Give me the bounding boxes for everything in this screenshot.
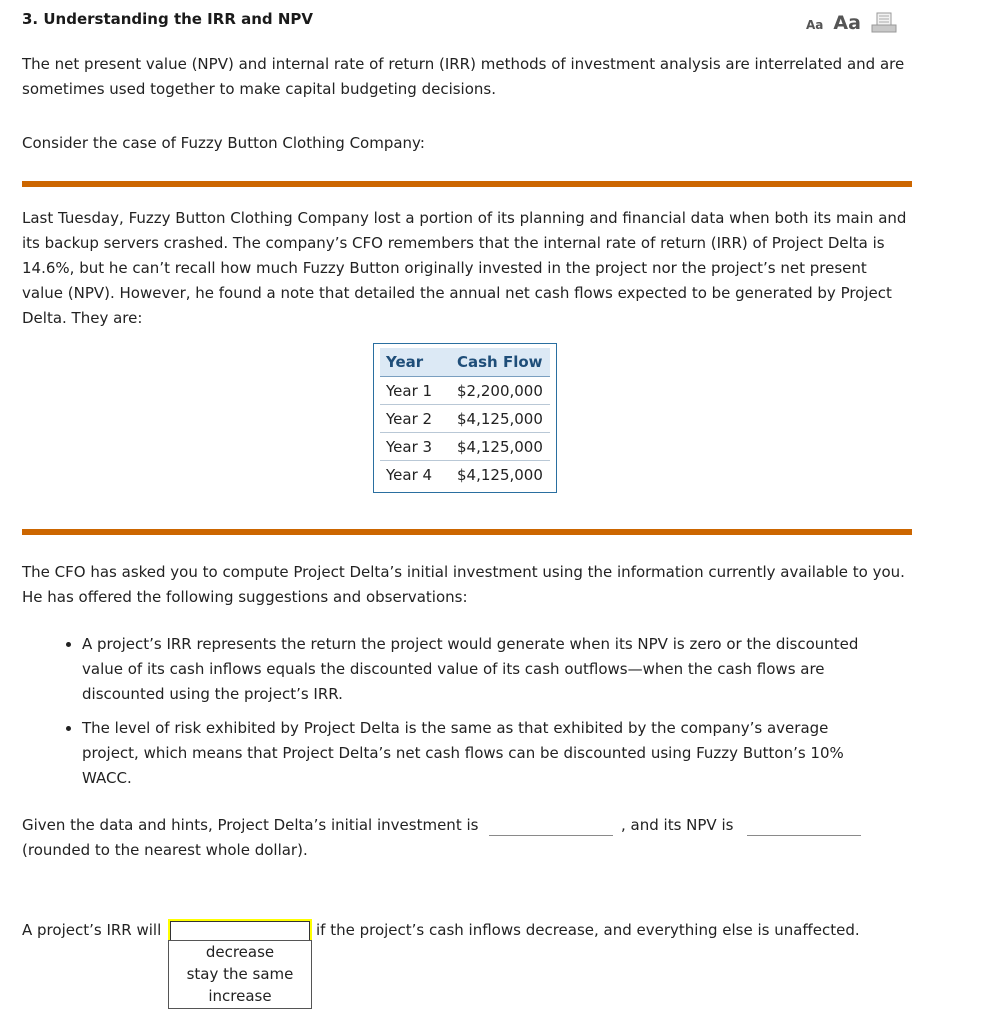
case-description: Last Tuesday, Fuzzy Button Clothing Company lost a portion of its planning and financial data when both its main and its backup servers crashed. The company’s CFO remembers that the internal rate of return (IRR) of Project Delta is 14.6%, but he can’t recall how much Fuzzy Button originally invested in the project nor the project’s net present value (NPV). However, he found a note that detailed the annual net cash flows expected to be generated by Project Delta. They are: [22,209,907,327]
irr-question-suffix: if the project’s cash inflows decrease, and everything else is unaffected. [316,921,860,939]
task-paragraph: The CFO has asked you to compute Project Delta’s initial investment using the information currently available to you. He has offered the following suggestions and observations: [22,563,905,606]
column-header-cash-flow: Cash Flow [451,348,550,377]
irr-question-prefix: A project’s IRR will [22,921,162,939]
text-tools [806,8,897,34]
cash-flow-cell: $4,125,000 [451,433,550,461]
option-stay-the-same[interactable]: stay the same [186,965,294,983]
intro-paragraph: The net present value (NPV) and internal rate of return (IRR) methods of investment analysis are interrelated and are sometimes used together to make capital budgeting decisions. [22,55,905,98]
table-row [380,461,550,489]
answer-prefix-text: Given the data and hints, Project Delta’s initial investment is [22,816,479,834]
option-decrease[interactable]: decrease [205,943,275,961]
year-cell: Year 4 [386,465,433,484]
option-increase[interactable]: increase [208,987,272,1005]
initial-investment-input[interactable] [489,835,613,836]
text-size-large-button[interactable]: Aa [833,12,861,34]
cash-flow-cell: $2,200,000 [451,377,550,405]
case-intro-text: Consider the case of Fuzzy Button Clothing Company: [22,134,425,152]
table-row [380,405,550,433]
cash-flow-table [373,343,557,493]
cash-flow-cell: $4,125,000 [457,465,543,484]
printer-icon[interactable] [871,12,897,34]
table-row [380,433,550,461]
page-title: 3. Understanding the IRR and NPV [22,10,314,28]
table-row [380,377,550,405]
column-header-year: Year [380,348,451,377]
rounding-note: (rounded to the nearest whole dollar). [22,841,308,859]
year-cell: Year 3 [380,433,451,461]
npv-input[interactable] [747,835,861,836]
year-cell: Year 1 [380,377,451,405]
table-header-row [380,348,550,377]
hint-list [22,632,882,800]
cash-flow-cell: $4,125,000 [451,405,550,433]
section-divider-bottom [22,529,912,535]
irr-dropdown-options [168,940,312,1009]
year-cell: Year 2 [380,405,451,433]
section-divider-top [22,181,912,187]
hint-item-irr: • A project’s IRR represents the return the project would generate when its NPV is zero or the discounted value of its cash inflows equals the discounted value of its cash outflows—when the cash flows are discounted using the project’s IRR. [82,632,882,707]
text-size-small-button[interactable]: Aa [806,18,824,32]
hint-item-risk: • The level of risk exhibited by Project Delta is the same as that exhibited by the company’s average project, which means that Project Delta’s net cash flows can be discounted using Fuzzy Button’s 10% WACC. [82,716,882,791]
answer-middle-text: , and its NPV is [621,816,734,834]
